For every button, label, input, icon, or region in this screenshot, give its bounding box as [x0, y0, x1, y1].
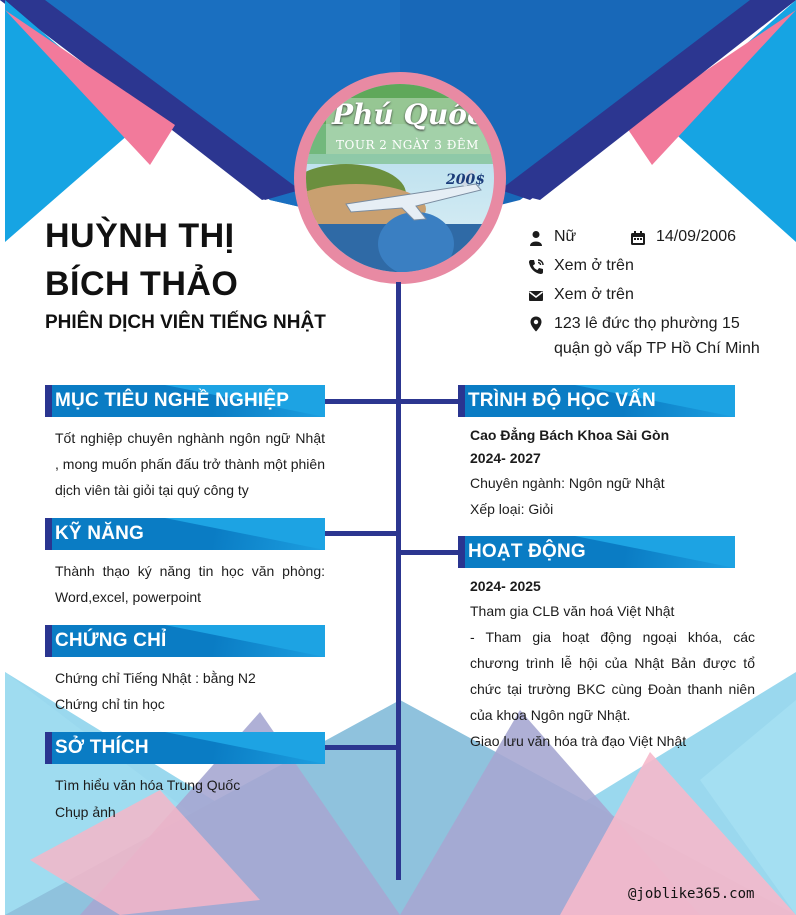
profile-photo — [306, 84, 494, 272]
birthday-value: 14/09/2006 — [656, 228, 737, 245]
email-value: Xem ở trên — [554, 286, 634, 303]
address-value: 123 lê đức thọ phường 15 quận gò vấp TP Hồ Chí Minh — [554, 315, 760, 357]
name-line-1: HUỲNH THỊ — [45, 217, 235, 255]
skills-text: Thành thạo ký năng tin học văn phòng: Word,excel, powerpoint — [55, 563, 325, 605]
section-header-activities — [458, 536, 735, 568]
activities-line-2: - Tham gia hoạt động ngoại khóa, các chương trình lễ hội của Nhật Bản được tổ chức tại trường BKC cùng Đoàn thanh niên của khoa Ngôn ngữ Nhật. — [470, 629, 755, 723]
education-grade: Xếp loại: Giỏi — [470, 501, 554, 517]
timeline-branch-activities — [398, 550, 458, 555]
timeline-branch-skills — [325, 531, 398, 536]
section-title-certificates: CHỨNG CHỈ — [55, 630, 167, 651]
contact-email — [528, 286, 634, 304]
mail-icon — [528, 288, 544, 304]
section-header-hobbies — [45, 732, 325, 764]
objective-text: Tốt nghiệp chuyên nghành ngôn ngữ Nhật , mong muốn phấn đấu trở thành một phiên dịch viên tài giỏi tại quý công ty — [55, 430, 325, 498]
section-title-skills: KỸ NĂNG — [55, 523, 145, 544]
section-header-education — [458, 385, 735, 417]
photo-price: 200$ — [446, 172, 485, 188]
section-title-activities: HOẠT ĐỘNG — [468, 541, 586, 562]
section-title-education: TRÌNH ĐỘ HỌC VẤN — [468, 390, 656, 411]
user-icon — [528, 230, 544, 246]
calendar-icon — [630, 230, 646, 246]
photo-title: Phú Quốc — [332, 98, 484, 131]
hobbies-list — [55, 772, 325, 826]
name-line-2: BÍCH THẢO — [45, 265, 239, 303]
contact-birthday — [630, 228, 736, 246]
activities-block — [470, 574, 755, 754]
location-pin-icon — [528, 316, 544, 332]
education-period: 2024- 2027 — [470, 450, 541, 466]
section-header-objective — [45, 385, 325, 417]
job-title: PHIÊN DỊCH VIÊN TIẾNG NHẬT — [45, 312, 326, 333]
section-header-skills — [45, 518, 325, 550]
activities-period: 2024- 2025 — [470, 578, 541, 594]
full-name — [45, 212, 238, 308]
timeline-branch-education — [398, 399, 458, 404]
activities-line-3: Giao lưu văn hóa trà đạo Việt Nhật — [470, 733, 687, 749]
gender-value: Nữ — [554, 228, 577, 245]
section-title-objective: MỤC TIÊU NGHỀ NGHIỆP — [55, 390, 290, 411]
certificate-item: Chứng chỉ Tiếng Nhật : bằng N2 — [55, 670, 256, 686]
hobby-item: Tìm hiểu văn hóa Trung Quốc — [55, 777, 241, 793]
section-header-certificates — [45, 625, 325, 657]
contact-address — [528, 311, 779, 361]
phone-value: Xem ở trên — [554, 257, 634, 274]
section-title-hobbies: SỞ THÍCH — [55, 737, 149, 758]
education-block — [470, 424, 755, 521]
photo-subtitle: TOUR 2 NGÀY 3 ĐÊM — [336, 138, 479, 152]
timeline-branch-hobbies — [325, 745, 398, 750]
education-major: Chuyên ngành: Ngôn ngữ Nhật — [470, 475, 665, 491]
activities-line-1: Tham gia CLB văn hoá Việt Nhật — [470, 603, 675, 619]
hobby-item: Chụp ảnh — [55, 804, 116, 820]
timeline-branch-objective — [325, 399, 398, 404]
timeline-line — [396, 282, 401, 880]
certificates-list — [55, 665, 325, 717]
education-school: Cao Đẳng Bách Khoa Sài Gòn — [470, 427, 670, 443]
certificate-item: Chứng chỉ tin học — [55, 696, 165, 712]
footer-watermark: @joblike365.com — [628, 886, 755, 902]
contact-phone — [528, 257, 634, 275]
contact-gender — [528, 228, 576, 246]
phone-icon — [528, 259, 544, 275]
